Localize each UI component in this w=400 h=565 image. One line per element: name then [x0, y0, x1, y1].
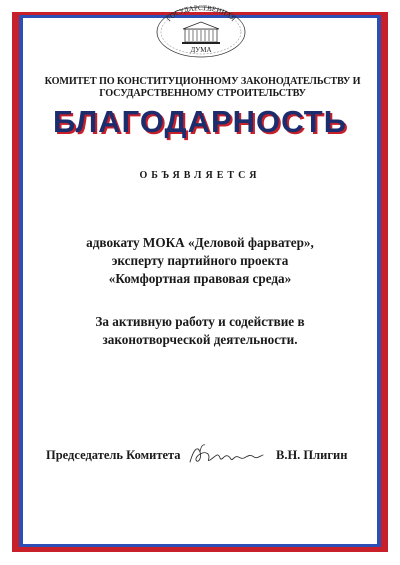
signer-position: Председатель Комитета: [46, 448, 181, 462]
announce-text: ОБЪЯВЛЯЕТСЯ: [139, 170, 261, 181]
certificate-title: БЛАГОДАРНОСТЬ: [53, 104, 347, 139]
reason-line-1: За активную работу и содействие в: [95, 314, 305, 329]
signer-name: В.Н. Плигин: [276, 448, 348, 462]
frame-left-blue: [19, 12, 23, 550]
frame-bottom-blue: [23, 544, 377, 547]
handwritten-signature: [186, 440, 266, 472]
reason-block: [30, 313, 370, 349]
recipient-line-3: «Комфортная правовая среда»: [108, 271, 292, 286]
committee-header: [30, 76, 375, 100]
state-duma-emblem: [152, 4, 250, 60]
recipient-line-2: эксперту партийного проекта: [111, 253, 289, 268]
reason-line-2: законотворческой деятельности.: [102, 332, 298, 347]
recipient-block: [30, 234, 370, 288]
committee-line-2: ГОСУДАРСТВЕННОМУ СТРОИТЕЛЬСТВУ: [99, 88, 306, 99]
frame-left-red: [12, 12, 19, 550]
committee-line-1: КОМИТЕТ ПО КОНСТИТУЦИОННОМУ ЗАКОНОДАТЕЛЬСТВУ И: [44, 76, 361, 87]
recipient-line-1: адвокату МОКА «Деловой фарватер»,: [86, 235, 314, 250]
frame-bottom-red: [12, 547, 388, 552]
frame-right-blue: [377, 15, 381, 552]
emblem-top-text: ГОСУДАРСТВЕННАЯ: [164, 4, 238, 23]
emblem-bottom-text: ДУМА: [190, 46, 212, 54]
frame-right-red: [381, 12, 388, 552]
